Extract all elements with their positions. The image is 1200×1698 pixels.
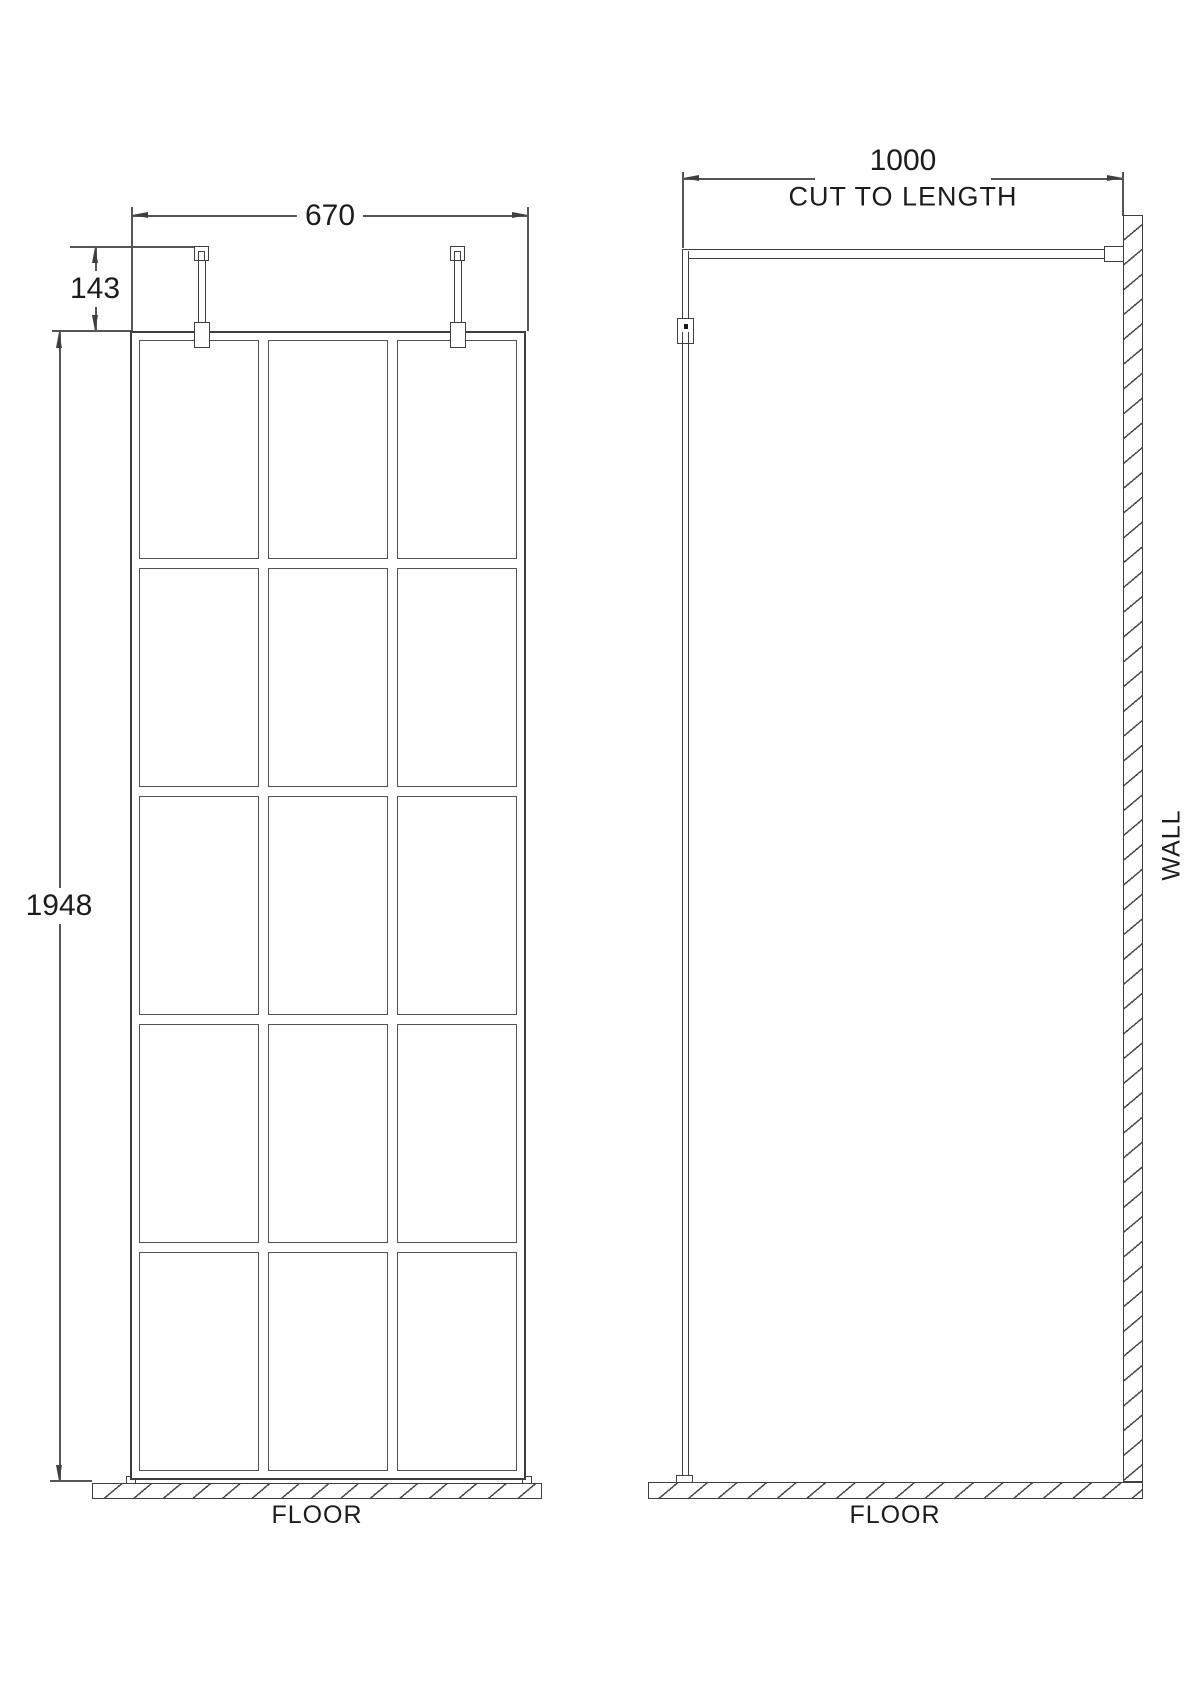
- clamp-glass-slot: [682, 332, 689, 343]
- glass-pane: [397, 340, 517, 559]
- arrow-1948-up: [56, 332, 62, 348]
- bracket-cap-inner: [198, 251, 205, 261]
- ext-line-1000-left: [682, 172, 684, 248]
- glass-pane: [139, 340, 259, 559]
- glass-pane: [268, 796, 388, 1015]
- glass-panel-edge: [682, 251, 689, 1482]
- clamp-screw: [684, 324, 688, 329]
- dim-label-height: 1948: [18, 888, 101, 924]
- glass-pane: [397, 568, 517, 787]
- glass-pane: [397, 1252, 517, 1471]
- glass-pane: [268, 340, 388, 559]
- arrow-670-left: [132, 212, 148, 218]
- arrow-1948-down: [56, 1465, 62, 1481]
- glass-pane: [139, 1024, 259, 1243]
- glass-pane: [268, 568, 388, 787]
- bracket-clamp: [450, 322, 466, 348]
- front-floor-label: FLOOR: [271, 1501, 363, 1529]
- dim-label-width: 670: [297, 198, 363, 234]
- side-floor-hatch: [648, 1482, 1143, 1499]
- wall-label: WALL: [1157, 809, 1186, 881]
- ext-line-670-right: [527, 207, 529, 331]
- ref-line-143-top: [70, 246, 196, 248]
- bracket-rod: [454, 260, 462, 324]
- bracket-cap-inner: [454, 251, 461, 261]
- dim-label-bracket: 143: [62, 271, 128, 307]
- glass-pane: [397, 796, 517, 1015]
- support-arm: [682, 249, 1104, 259]
- bracket-rod: [198, 260, 206, 324]
- arrow-670-right: [512, 212, 528, 218]
- dim-label-cut-note: CUT TO LENGTH: [782, 182, 1023, 213]
- glass-pane: [139, 568, 259, 787]
- glass-pane: [139, 796, 259, 1015]
- glass-pane: [268, 1252, 388, 1471]
- bracket-clamp: [194, 322, 210, 348]
- arrow-1000-right: [1107, 175, 1123, 181]
- dim-line-1000-b: [991, 178, 1123, 180]
- side-floor-label: FLOOR: [849, 1501, 941, 1529]
- wall-hatch: [1123, 215, 1143, 1482]
- dim-line-1000-a: [683, 178, 815, 180]
- front-floor-hatch: [92, 1483, 542, 1499]
- glass-pane: [268, 1024, 388, 1243]
- arrow-143-up: [92, 247, 98, 263]
- arrow-143-down: [92, 315, 98, 331]
- wall-bracket: [1104, 246, 1125, 262]
- glass-panel-frame: [130, 331, 526, 1480]
- dim-label-arm-length: 1000: [862, 143, 945, 179]
- arrow-1000-left: [683, 175, 699, 181]
- glass-pane: [139, 1252, 259, 1471]
- glass-pane: [397, 1024, 517, 1243]
- ref-line-1948-bottom: [50, 1480, 92, 1482]
- ext-line-670-left: [131, 207, 133, 331]
- glass-edge-foot: [676, 1475, 693, 1483]
